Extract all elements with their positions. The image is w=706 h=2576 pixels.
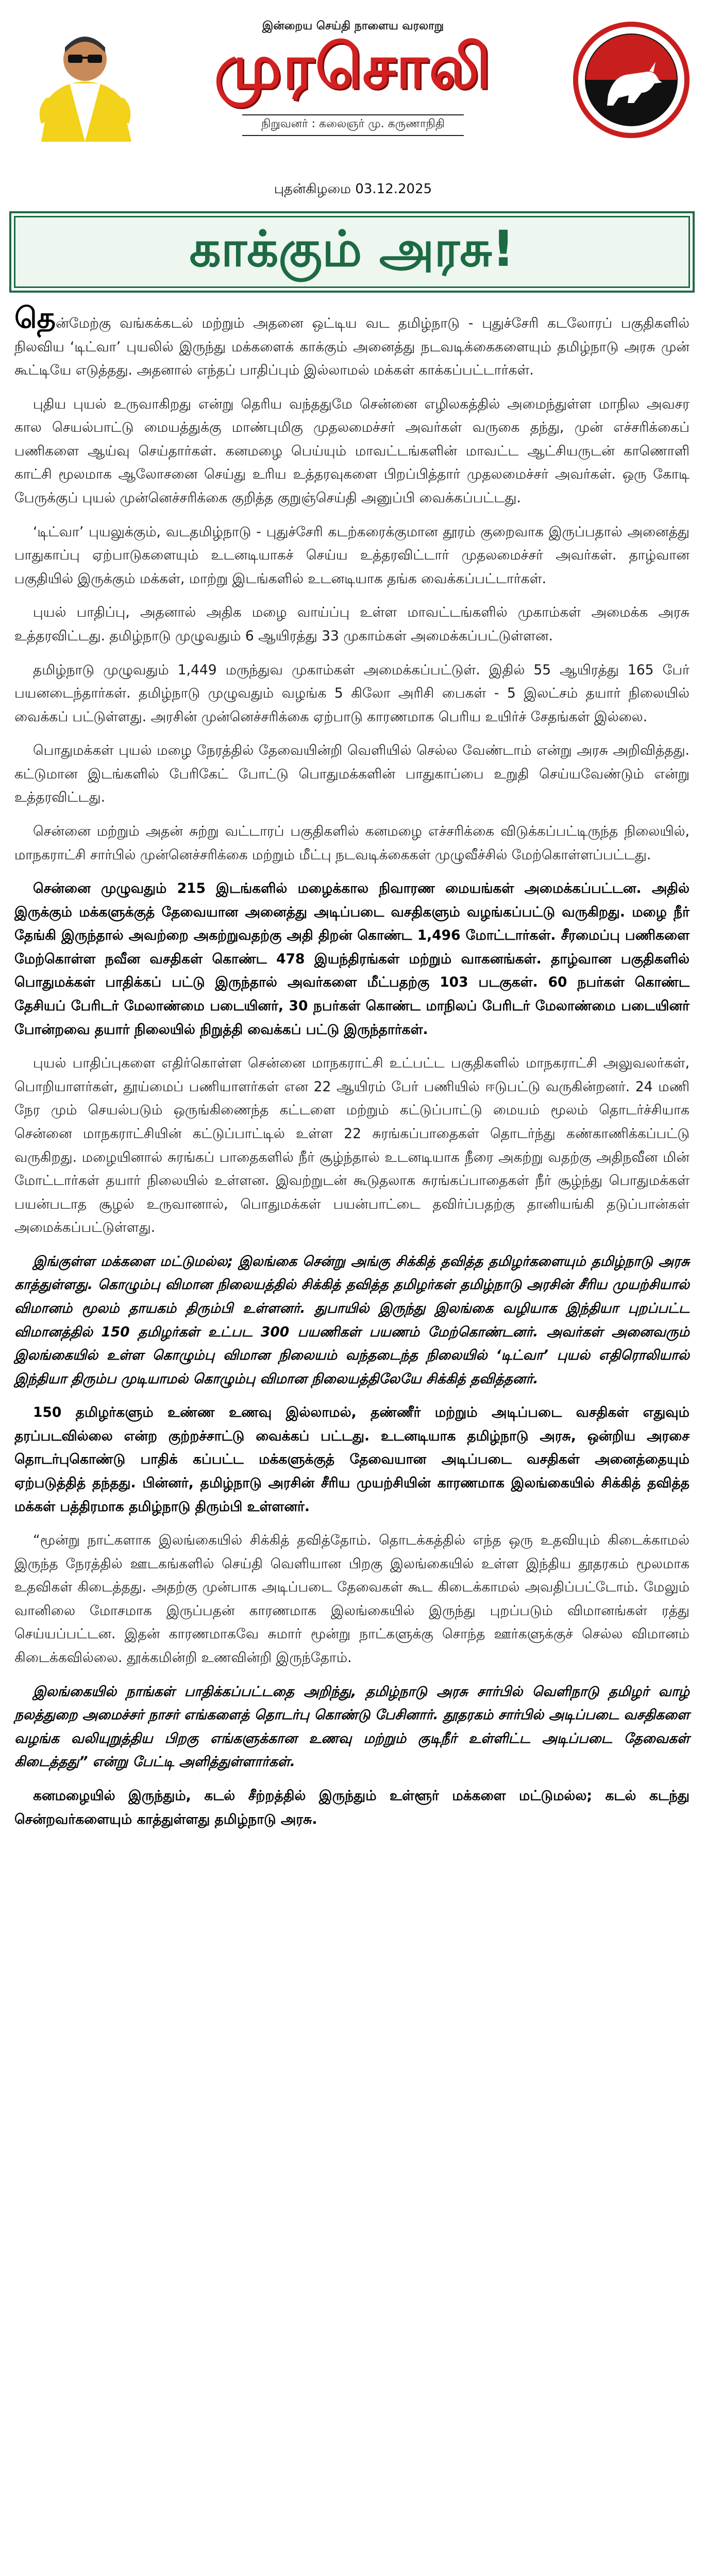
lead-text: ன்மேற்கு வங்கக்கடல் மற்றும் அதனை ஒட்டிய வட தமிழ்நாடு - புதுச்சேரி கடலோரப் பகுதிகளில் நிலவிய ‘டிட்வா’ புயலில் இருந்து மக்களைக் காக்கும் அனைத்து நடவடிக்கைகளையும் தமிழ்நாடு அரசு முன் கூட்டியே எடுத்தது. அதனால் எந்தப் பாதிப்பும் இல்லாமல் மக்கள் காக்கப்பட்டார்கள். (14, 315, 690, 379)
headline-box (9, 211, 695, 293)
rising-sun-party-emblem-icon (572, 21, 691, 139)
quote-paragraph: “மூன்று நாட்களாக இலங்கையில் சிக்கித் தவித்தோம். தொடக்கத்தில் எந்த ஒரு உதவியும் கிடைக்காமல் இருந்த நேரத்தில் ஊடகங்களில் செய்தி வெளியான பிறகு இலங்கையில் உள்ள இந்திய தூதரகம் மூலமாக உதவிகள் கிடைத்தது. அதற்கு முன்பாக அடிப்படை தேவைகள் கூட கிடைக்காமல் அவதிப்பட்டோம். மேலும் வானிலை மோசமாக இருப்பதன் காரணமாக இலங்கையில் இருந்து புறப்படும் விமானங்கள் ரத்து செய்யப்பட்டன. இதன் காரணமாகவே சுமார் மூன்று நாட்களுக்கு சொந்த ஊர்களுக்குச் செல்ல விமானம் கிடைக்கவில்லை. தூக்கமின்றி உணவின்றி இருந்தோம். (14, 1532, 690, 1666)
headline: காக்கும் அரசு! (189, 219, 515, 278)
article-paragraph: தமிழ்நாடு முழுவதும் 1,449 மருந்துவ முகாம்கள் அமைக்கப்பட்டுள். இதில் 55 ஆயிரத்து 165 பேர் பயனடைந்தார்கள். தமிழ்நாடு முழுவதும் வழங்க 5 கிலோ அரிசி பைகள் - 5 இலட்சம் தயார் நிலையில் வைக்கப் பட்டுள்ளது. அரசின் முன்னெச்சரிக்கை ஏற்பாடு காரணமாக பெரிய உயிர்ச் சேதங்கள் இல்லை. (14, 662, 690, 725)
drop-cap: தெ (14, 301, 56, 335)
founder-rule-top (242, 114, 464, 115)
article-paragraph: பொதுமக்கள் புயல் மழை நேரத்தில் தேவையின்றி வெளியில் செல்ல வேண்டாம் என்று அரசு அறிவித்தது. கட்டுமான இடங்களில் பேரிகேட் போட்டு பொதுமக்களின் பாதுகாப்பை உறுதி செய்யவேண்டும் என்று உத்தரவிட்டது. (14, 742, 690, 806)
founder-portrait-icon (31, 21, 139, 142)
tagline: இன்றைய செய்தி நாளைய வரலாறு (262, 20, 444, 32)
founder-credit: நிறுவனர் : கலைஞர் மு. கருணாநிதி (261, 117, 445, 130)
lead-paragraph (14, 301, 690, 382)
article-body (14, 301, 690, 1841)
issue-date: புதன்கிழமை 03.12.2025 (274, 181, 432, 197)
article-paragraph: ‘டிட்வா’ புயலுக்கும், வடதமிழ்நாடு - புதுச்சேரி கடற்கரைக்குமான தூரம் குறைவாக இருப்பதால் அனைத்து பாதுகாப்பு ஏற்பாடுகளையும் உடனடியாகச் செய்ய உத்தரவிட்டார் முதலமைச்சர் அவர்கள். தாழ்வான பகுதியில் இருக்கும் மக்கள், மாற்று இடங்களில் உடனடியாக தங்க வைக்கப்பட்டார்கள். (14, 523, 690, 587)
article-paragraph: சென்னை மற்றும் அதன் சுற்று வட்டாரப் பகுதிகளில் கனமழை எச்சரிக்கை விடுக்கப்பட்டிருந்த நிலையில், மாநகராட்சி சார்பில் முன்னெச்சரிக்கை மற்றும் மீட்பு நடவடிக்கைகள் முழுவீச்சில் மேற்கொள்ளப்பட்டது. (14, 823, 690, 863)
bold-paragraph-stranded-tamils: 150 தமிழர்களும் உண்ண உணவு இல்லாமல், தண்ணீர் மற்றும் அடிப்படை வசதிகள் எதுவும் தரப்படவில்லை என்ற குற்றச்சாட்டு வைக்கப் பட்டது. உடனடியாக தமிழ்நாடு அரசு, ஒன்றிய அரசை தொடர்புகொண்டு பாதிக் கப்பட்ட மக்களுக்குத் தேவையான அடிப்படை வசதிகள் அனைத்தையும் ஏற்படுத்தித் தந்தது. பின்னர், தமிழ்நாடு அரசின் சீரிய முயற்சியின் காரணமாக இலங்கையில் சிக்கித் தவித்த மக்கள் பத்திரமாக தமிழ்நாடு திரும்பி உள்ளனர். (14, 1404, 690, 1515)
founder-rule-bottom (242, 135, 464, 136)
bolditalic-paragraph-srilanka: இங்குள்ள மக்களை மட்டுமல்ல; இலங்கை சென்று அங்கு சிக்கித் தவித்த தமிழர்களையும் தமிழ்நாடு அரசு காத்துள்ளது. கொழும்பு விமான நிலையத்தில் சிக்கித் தவித்த தமிழர்கள் தமிழ்நாடு அரசின் சீரிய முயற்சியால் விமானம் மூலம் தாயகம் திரும்பி உள்ளனர். துபாயில் இருந்து இலங்கை வழியாக இந்தியா புறப்பட்ட விமானத்தில் 150 தமிழர்கள் உட்பட 300 பயணிகள் பயணம் மேற்கொண்டனர். அவர்கள் அனைவரும் இலங்கையில் உள்ள கொழும்பு விமான நிலையம் வந்தடைந்த நிலையில் ‘டிட்வா’ புயல் எதிரொலியால் இந்தியா திரும்ப முடியாமல் கொழும்பு விமான நிலையத்திலேயே சிக்கித் தவித்தனர். (14, 1253, 690, 1387)
newspaper-logo: முரசொலி (214, 31, 492, 102)
article-paragraph: புயல் பாதிப்புகளை எதிர்கொள்ள சென்னை மாநகராட்சி உட்பட்ட பகுதிகளில் மாநகராட்சி அலுவலர்கள், பொறியாளர்கள், தூய்மைப் பணியாளர்கள் என 22 ஆயிரம் பேர் பணியில் ஈடுபட்டு வருகின்றனர். 24 மணி நேர மும் செயல்படும் ஒருங்கிணைந்த கட்டளை மற்றும் கட்டுப்பாட்டு மையம் மூலம் தொடர்ச்சியாக சென்னை மாநகராட்சியின் கட்டுப்பாட்டில் உள்ள 22 சுரங்கப்பாதைகள் தொடர்ந்து கண்காணிக்கப்பட்டு வருகிறது. மழையினால் சுரங்கப் பாதைகளில் நீர் சூழ்ந்தால் உடனடியாக நீரை அகற்று வதற்கு அதிநவீன மின் மோட்டார்கள் தயார் நிலையில் உள்ளன. இவற்றுடன் கூடுதலாக சுரங்கப்பாதைகள் நீர் சூழ்ந்து பொதுமக்கள் பயன்படாத சூழல் உருவானால், பொதுமக்கள் பயன்பாட்டை தவிர்ப்பதற்கு தானியங்கி தடுப்பான்கள் அமைக்கப்பட்டுள்ளது. (14, 1055, 690, 1236)
bold-paragraph-relief-centres: சென்னை முழுவதும் 215 இடங்களில் மழைக்கால நிவாரண மையங்கள் அமைக்கப்பட்டன. அதில் இருக்கும் மக்களுக்குத் தேவையான அனைத்து அடிப்படை வசதிகளும் வழங்கப்பட்டு வருகிறது. மழை நீர் தேங்கி இருந்தால் அவற்றை அகற்றுவதற்கு அதி திறன் கொண்ட 1,496 மோட்டார்கள். சீரமைப்பு பணிகளை மேற்கொள்ள நவீன வசதிகள் கொண்ட 478 இயந்திரங்கள் மற்றும் வாகனங்கள். தாழ்வான பகுதிகளில் பொதுமக்கள் பாதிக்கப் பட்டு இருந்தால் அவர்களை மீட்பதற்கு 103 படகுகள். 60 நபர்கள் கொண்ட தேசியப் பேரிடர் மேலாண்மை படையினர், 30 நபர்கள் கொண்ட மாநிலப் பேரிடர் மேலாண்மை படையினர் போன்றவை தயார் நிலையில் நிறுத்தி வைக்கப் பட்டு இருந்தார்கள். (14, 880, 690, 1038)
closing-paragraph: கனமழையில் இருந்தும், கடல் சீற்றத்தில் இருந்தும் உள்ளூர் மக்களை மட்டுமல்ல; கடல் கடந்து சென்றவர்களையும் காத்துள்ளது தமிழ்நாடு அரசு. (14, 1787, 690, 1827)
bold-paragraph-minister: இலங்கையில் நாங்கள் பாதிக்கப்பட்டதை அறிந்து, தமிழ்நாடு அரசு சார்பில் வெளிநாடு தமிழர் வாழ் நலத்துறை அமைச்சர் நாசர் எங்களைத் தொடர்பு கொண்டு பேசினார். தூதரகம் சார்பில் அடிப்படை வசதிகளை வழங்க வலியுறுத்திய பிறகு எங்களுக்கான உணவு மற்றும் குடிநீர் உள்ளிட்ட அடிப்படை தேவைகள் கிடைத்தது” என்று பேட்டி அளித்துள்ளார்கள். (14, 1683, 690, 1770)
masthead (0, 0, 706, 197)
article-paragraph: புயல் பாதிப்பு, அதனால் அதிக மழை வாய்ப்பு உள்ள மாவட்டங்களில் முகாம்கள் அமைக்க அரசு உத்தரவிட்டது. தமிழ்நாடு முழுவதும் 6 ஆயிரத்து 33 முகாம்கள் அமைக்கப்பட்டுள்ளன. (14, 604, 690, 644)
article-paragraph: புதிய புயல் உருவாகிறது என்று தெரிய வந்ததுமே சென்னை எழிலகத்தில் அமைந்துள்ள மாநில அவசர கால செயல்பாட்டு மையத்துக்கு மாண்புமிகு முதலமைச்சர் அவர்கள் வருகை தந்து, முன் எச்சரிக்கைப் பணிகளை ஆய்வு செய்தார்கள். கனமழை பெய்யும் மாவட்டங்களின் மாவட்ட ஆட்சியருடன் காணொளி காட்சி மூலமாக ஆலோசனை செய்து உரிய உத்தரவுகளை பிறப்பித்தார் முதலமைச்சர் அவர்கள். ஒரு கோடி பேருக்குப் புயல் முன்னெச்சரிக்கை குறித்த குறுஞ்செய்தி அனுப்பி வைக்கப்பட்டது. (14, 396, 690, 506)
